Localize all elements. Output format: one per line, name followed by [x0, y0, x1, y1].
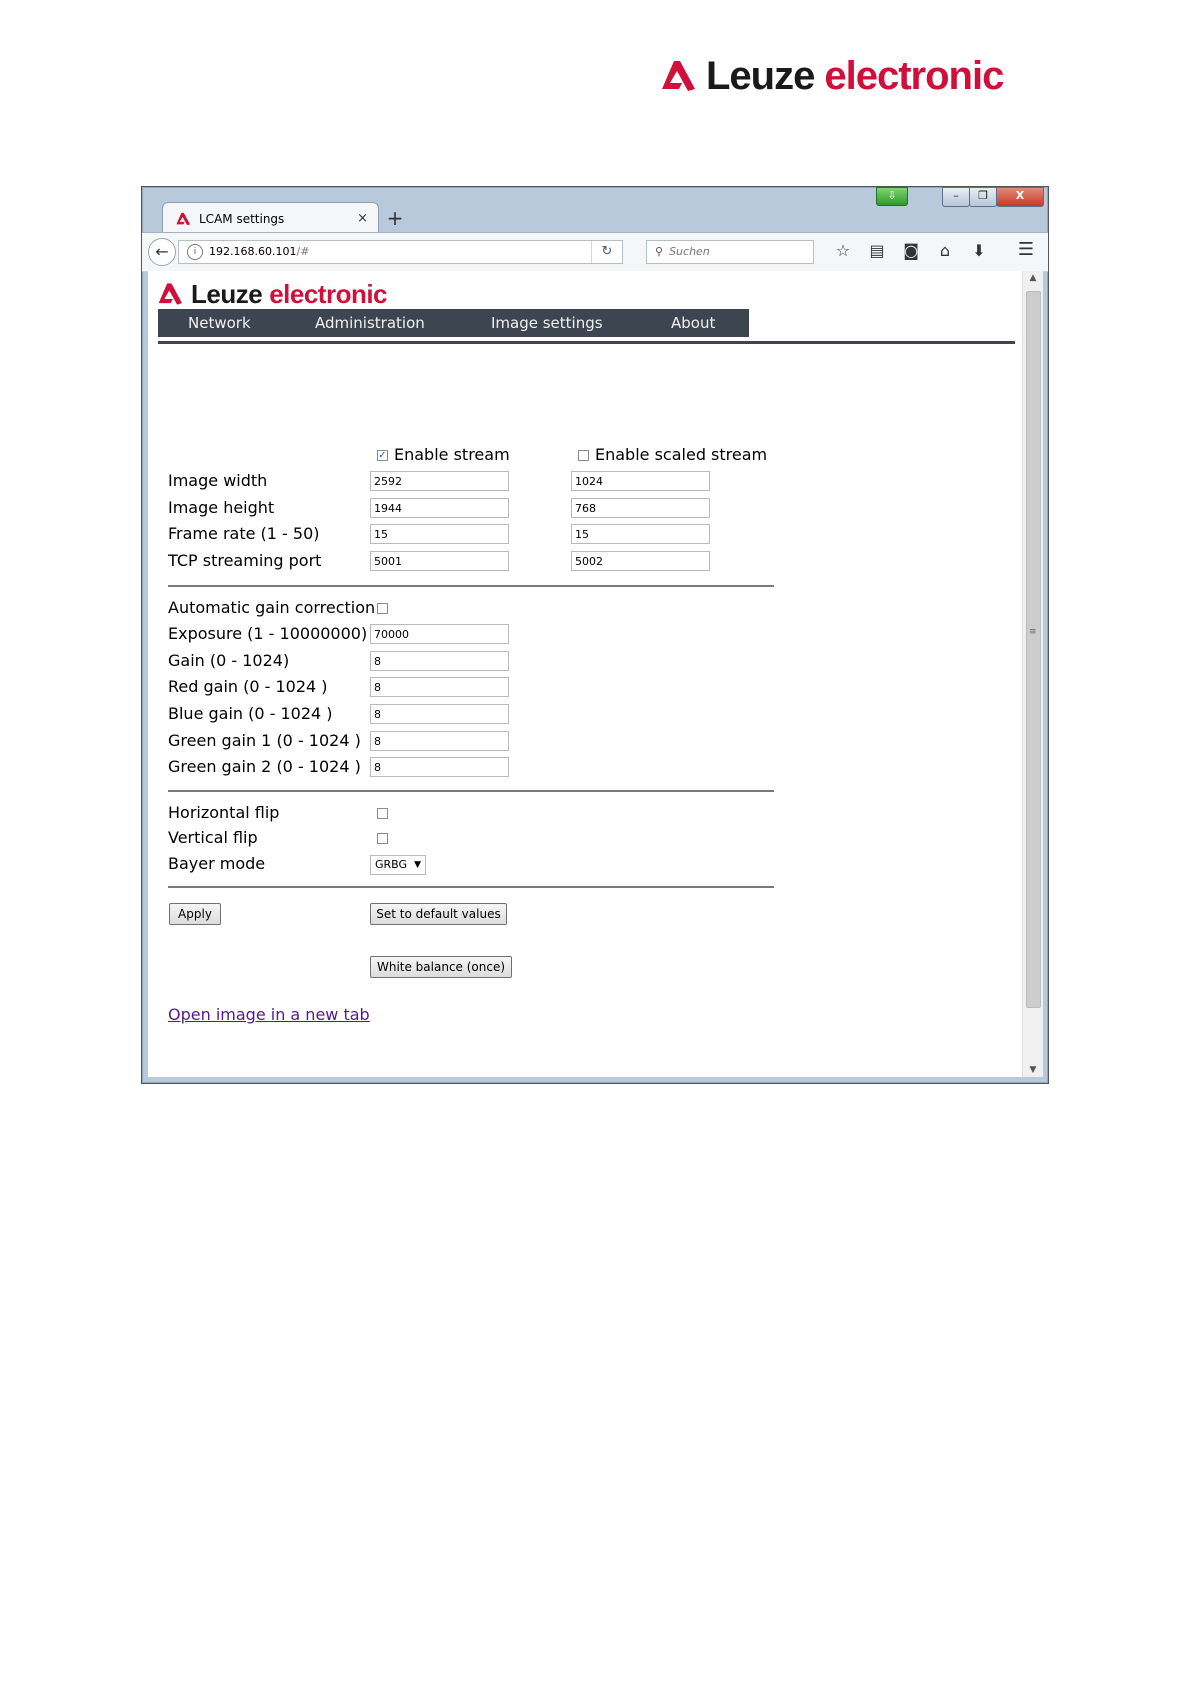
- site-brand-word2: electronic: [269, 278, 388, 309]
- horizontal-flip-label: Horizontal flip: [168, 803, 280, 822]
- back-button[interactable]: ←: [148, 238, 176, 266]
- scaled-image-width-input[interactable]: 1024: [571, 471, 710, 491]
- scaled-frame-rate-input[interactable]: 15: [571, 524, 710, 544]
- scaled-tcp-port-input[interactable]: 5002: [571, 551, 710, 571]
- exposure-label: Exposure (1 - 10000000): [168, 624, 368, 643]
- section-divider: [168, 790, 774, 792]
- url-host: 192.168.60.101: [209, 245, 297, 258]
- scroll-grip-icon: ≡: [1029, 627, 1037, 637]
- browser-tab[interactable]: [162, 202, 379, 234]
- nav-about[interactable]: About: [671, 314, 716, 332]
- nav-network[interactable]: Network: [188, 314, 251, 332]
- auto-gain-label: Automatic gain correction: [168, 598, 376, 617]
- blue-gain-label: Blue gain (0 - 1024 ): [168, 704, 333, 723]
- red-gain-input[interactable]: 8: [370, 677, 509, 697]
- network-indicator-icon: ⇩: [876, 187, 908, 206]
- document-brand-word2: electronic: [824, 53, 1004, 98]
- document-logo: [660, 52, 1003, 100]
- scroll-up-icon[interactable]: ▲: [1029, 273, 1037, 283]
- window-controls: [943, 187, 1044, 207]
- image-height-input[interactable]: 1944: [370, 498, 509, 518]
- bayer-mode-select[interactable]: [370, 855, 426, 875]
- enable-stream-label: Enable stream: [394, 445, 510, 464]
- nav-divider: [158, 341, 1015, 344]
- open-image-link[interactable]: Open image in a new tab: [168, 1005, 370, 1024]
- page-viewport: [148, 271, 1022, 1077]
- scaled-image-height-input[interactable]: 768: [571, 498, 710, 518]
- hamburger-menu-icon[interactable]: ☰: [1017, 239, 1034, 260]
- site-brand-word1: Leuze: [191, 278, 263, 309]
- nav-image-settings[interactable]: Image settings: [491, 314, 603, 332]
- url-path: /#: [296, 245, 310, 258]
- site-logo: [157, 279, 387, 309]
- search-icon: ⚲: [655, 245, 664, 258]
- green-gain-1-label: Green gain 1 (0 - 1024 ): [168, 731, 361, 750]
- image-width-label: Image width: [168, 471, 268, 490]
- frame-rate-input[interactable]: 15: [370, 524, 509, 544]
- white-balance-button[interactable]: White balance (once): [370, 956, 512, 978]
- bayer-mode-value: GRBG: [375, 858, 408, 871]
- site-info-icon[interactable]: i: [187, 244, 203, 260]
- gain-input[interactable]: 8: [370, 651, 509, 671]
- search-placeholder: Suchen: [669, 245, 710, 258]
- image-width-input[interactable]: 2592: [370, 471, 509, 491]
- tab-close-icon[interactable]: ×: [357, 211, 368, 226]
- vertical-scrollbar[interactable]: [1022, 271, 1043, 1077]
- tab-favicon-icon: [175, 212, 191, 226]
- blue-gain-input[interactable]: 8: [370, 704, 509, 724]
- frame-rate-label: Frame rate (1 - 50): [168, 524, 320, 543]
- pocket-icon[interactable]: ◙: [903, 241, 919, 260]
- main-nav: [158, 309, 749, 337]
- auto-gain-checkbox[interactable]: [377, 603, 388, 614]
- leuze-logo-icon: [660, 59, 696, 93]
- new-tab-button[interactable]: +: [386, 206, 404, 230]
- site-logo-icon: [157, 282, 183, 306]
- apply-button[interactable]: Apply: [169, 903, 221, 925]
- browser-toolbar: [142, 232, 1048, 272]
- green-gain-2-label: Green gain 2 (0 - 1024 ): [168, 757, 361, 776]
- enable-stream-checkbox[interactable]: ✓: [378, 450, 387, 461]
- bayer-mode-label: Bayer mode: [168, 854, 266, 873]
- tcp-port-label: TCP streaming port: [168, 551, 322, 570]
- chevron-down-icon: ▼: [414, 860, 421, 870]
- default-values-button[interactable]: Set to default values: [370, 903, 507, 925]
- tcp-port-input[interactable]: 5001: [370, 551, 509, 571]
- download-icon[interactable]: ⬇: [972, 241, 986, 260]
- scroll-thumb[interactable]: [1026, 291, 1041, 1008]
- gain-label: Gain (0 - 1024): [168, 651, 290, 670]
- enable-scaled-stream-label: Enable scaled stream: [595, 445, 768, 464]
- browser-window: [141, 186, 1049, 1084]
- toolbar-icons: [826, 241, 996, 261]
- image-height-label: Image height: [168, 498, 275, 517]
- vertical-flip-checkbox[interactable]: [377, 833, 388, 844]
- green-gain-2-input[interactable]: 8: [370, 757, 509, 777]
- document-brand-word1: Leuze: [706, 53, 815, 98]
- section-divider: [168, 886, 774, 888]
- vertical-flip-label: Vertical flip: [168, 828, 258, 847]
- library-icon[interactable]: ▤: [869, 241, 885, 260]
- horizontal-flip-checkbox[interactable]: [377, 808, 388, 819]
- exposure-input[interactable]: 70000: [370, 624, 509, 644]
- scroll-down-icon[interactable]: ▼: [1029, 1065, 1037, 1075]
- close-window-button[interactable]: X: [996, 187, 1044, 207]
- bookmark-star-icon[interactable]: ☆: [835, 241, 851, 260]
- reload-icon[interactable]: ↻: [591, 241, 622, 263]
- red-gain-label: Red gain (0 - 1024 ): [168, 677, 328, 696]
- enable-scaled-stream-checkbox[interactable]: [578, 450, 589, 461]
- minimize-button[interactable]: –: [942, 187, 970, 207]
- section-divider: [168, 585, 774, 587]
- tab-title: LCAM settings: [199, 211, 285, 226]
- search-field[interactable]: [646, 240, 814, 264]
- green-gain-1-input[interactable]: 8: [370, 731, 509, 751]
- home-icon[interactable]: ⌂: [939, 241, 951, 260]
- nav-administration[interactable]: Administration: [315, 314, 425, 332]
- restore-button[interactable]: ❐: [969, 187, 997, 207]
- address-bar[interactable]: [178, 240, 623, 264]
